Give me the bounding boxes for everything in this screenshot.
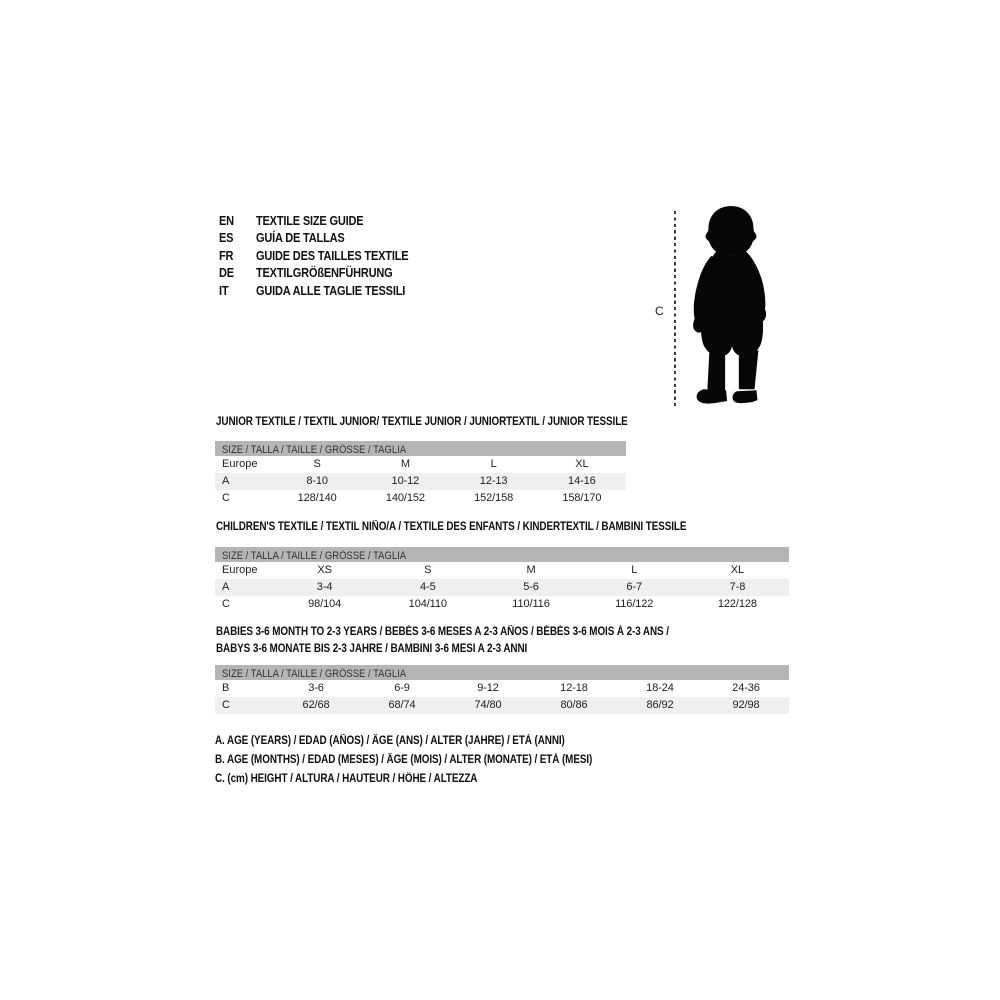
table-cell: 24-36 (732, 682, 760, 694)
table-cell: M (526, 563, 536, 576)
table-cell: 6-7 (626, 580, 643, 593)
table-cell: L (631, 563, 638, 576)
table-cell: 3-4 (316, 580, 333, 593)
table-title-line: JUNIOR TEXTILE / TEXTIL JUNIOR/ TEXTILE JUNIOR / JUNIORTEXTIL / JUNIOR TESSILE (216, 416, 628, 428)
row-label: C (222, 699, 230, 711)
table-row (215, 697, 789, 714)
table-row (215, 473, 626, 490)
table-cell: 8-10 (306, 474, 328, 487)
table-cell: 74/80 (474, 699, 502, 711)
table-cell: 12-13 (479, 474, 508, 487)
row-label: A (222, 580, 230, 593)
toddler-silhouette-icon (682, 203, 780, 409)
table-cell: 10-12 (391, 474, 420, 487)
language-label: GUÍA DE TALLAS (255, 231, 345, 246)
language-row (219, 248, 408, 265)
language-label: GUIDA ALLE TAGLIE TESSILI (255, 283, 406, 298)
table-cell: XL (730, 563, 745, 576)
table-title (216, 414, 626, 431)
table-cell: 18-24 (646, 682, 674, 694)
size-header-label: SIZE / TALLA / TAILLE / GRÖSSE / TAGLIA (222, 668, 407, 680)
table-cell: 3-6 (308, 682, 324, 694)
table-cell: 68/74 (388, 699, 416, 711)
table-row (215, 579, 789, 596)
childrens-textile-table (215, 519, 789, 613)
size-header-bar (215, 665, 789, 680)
table-title (216, 519, 789, 536)
table-cell: 86/92 (646, 699, 674, 711)
footnote-line: C. (cm) HEIGHT / ALTURA / HAUTEUR / HÖHE / ALTEZZA (215, 773, 478, 785)
table-row (215, 680, 789, 697)
table-cell: 7-8 (729, 580, 746, 593)
language-code: DE (219, 266, 234, 281)
language-guide (219, 213, 408, 300)
table-cell: 80/86 (560, 699, 588, 711)
table-cell: 122/128 (717, 597, 757, 610)
row-label: Europe (222, 457, 258, 470)
table-row (215, 596, 789, 613)
size-header-bar (215, 547, 789, 562)
row-label: C (222, 491, 230, 504)
table-cell: 62/68 (302, 699, 330, 711)
footnote-line: B. AGE (MONTHS) / EDAD (MESES) / ÂGE (MOIS) / ALTER (MONATE) / ETÀ (MESI) (215, 754, 593, 766)
table-title-line: BABIES 3-6 MONTH TO 2-3 YEARS / BEBÉS 3-6 MESES A 2-3 AÑOS / BÉBÉS 3-6 MOIS À 2-3 ANS / (216, 626, 669, 638)
table-title (216, 624, 789, 657)
language-row (219, 283, 408, 300)
language-row (219, 265, 408, 282)
table-cell: 5-6 (523, 580, 539, 593)
table-cell: M (400, 457, 410, 470)
table-row (215, 490, 626, 507)
junior-textile-table (215, 414, 626, 507)
table-cell: 104/110 (408, 597, 447, 610)
table-cell: 152/158 (474, 491, 514, 504)
table-title-line: CHILDREN'S TEXTILE / TEXTIL NIÑO/A / TEXTILE DES ENFANTS / KINDERTEXTIL / BAMBINI TESSILE (216, 521, 687, 533)
table-cell: 14-16 (568, 474, 596, 487)
language-row (219, 213, 408, 230)
row-label: A (222, 474, 230, 487)
language-code: IT (219, 283, 229, 298)
table-cell: 110/116 (512, 597, 550, 610)
footnotes (215, 732, 654, 789)
table-cell: 9-12 (477, 682, 499, 694)
table-cell: 116/122 (615, 597, 654, 610)
height-dotted-line (674, 211, 676, 407)
table-cell: 158/170 (562, 491, 602, 504)
table-rows (215, 680, 789, 714)
table-cell: L (490, 457, 497, 470)
table-cell: XL (575, 457, 589, 470)
table-cell: 4-5 (420, 580, 436, 593)
size-header-bar (215, 441, 626, 456)
language-row (219, 230, 408, 247)
row-label: C (222, 597, 230, 610)
language-label: TEXTILE SIZE GUIDE (255, 214, 364, 228)
row-label: B (222, 682, 230, 694)
size-header-label: SIZE / TALLA / TAILLE / GRÖSSE / TAGLIA (222, 443, 407, 456)
language-code: EN (219, 214, 234, 228)
table-cell: 12-18 (560, 682, 588, 694)
table-row (215, 562, 789, 579)
footnote-line: A. AGE (YEARS) / EDAD (AÑOS) / ÂGE (ANS) / ALTER (JAHRE) / ETÀ (ANNI) (215, 735, 565, 747)
babies-textile-table (215, 624, 789, 714)
language-label: GUIDE DES TAILLES TEXTILE (255, 248, 409, 263)
table-row (215, 456, 626, 473)
size-header-label: SIZE / TALLA / TAILLE / GRÖSSE / TAGLIA (222, 549, 407, 562)
table-title-line: BABYS 3-6 MONATE BIS 2-3 JAHRE / BAMBINI 3-6 MESI A 2-3 ANNI (216, 642, 528, 655)
table-cell: S (424, 563, 432, 576)
table-cell: 98/104 (308, 597, 342, 610)
table-cell: 6-9 (394, 682, 410, 694)
language-label: TEXTILGRÖßENFÜHRUNG (255, 266, 393, 281)
table-cell: S (313, 457, 321, 470)
table-cell: 92/98 (732, 699, 760, 711)
language-code: FR (219, 248, 234, 263)
table-rows (215, 562, 789, 613)
row-label: Europe (222, 563, 258, 576)
table-rows (215, 456, 626, 507)
table-cell: XS (317, 563, 332, 576)
height-label: C (655, 304, 664, 318)
table-cell: 128/140 (297, 491, 337, 504)
language-code: ES (219, 231, 234, 246)
table-cell: 140/152 (385, 491, 425, 504)
